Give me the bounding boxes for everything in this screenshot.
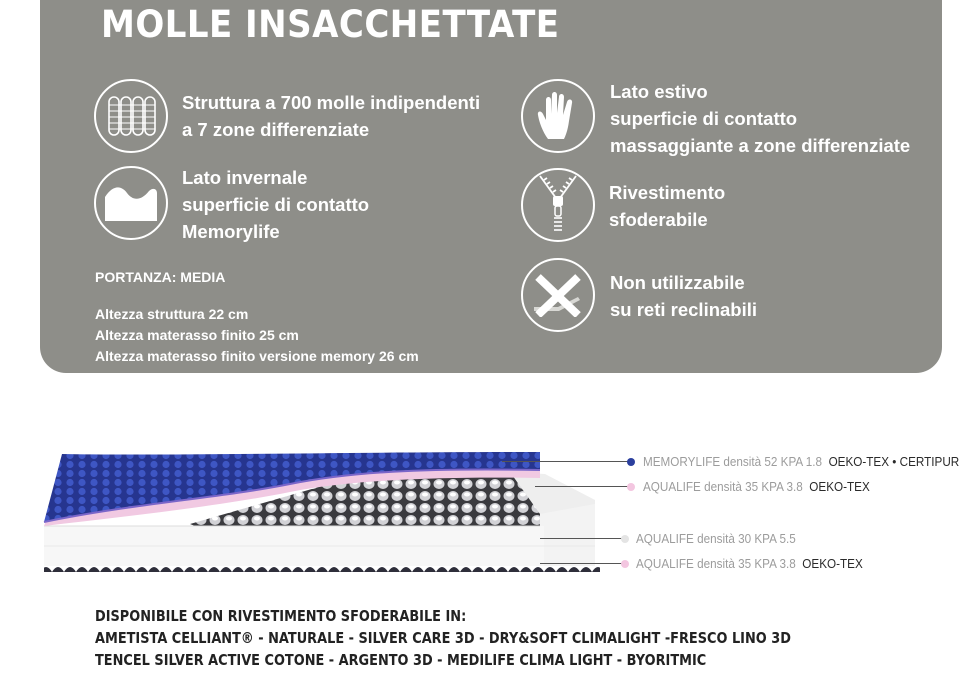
page-title: MOLLE INSACCHETTATE	[101, 3, 560, 46]
layer-dot-4	[621, 560, 629, 568]
feature-reclining-line1: Non utilizzabile	[610, 272, 745, 293]
springs-icon	[94, 79, 168, 153]
layer-cert: OEKO-TEX	[809, 479, 870, 494]
height-structure: Altezza struttura 22 cm	[95, 306, 249, 322]
layer-memorylife	[643, 454, 959, 469]
feature-cover-line1: Rivestimento	[609, 182, 726, 203]
height-finished: Altezza materasso finito 25 cm	[95, 327, 299, 343]
no-reclining-icon	[521, 258, 595, 332]
availability-list-1: AMETISTA CELLIANT® - NATURALE - SILVER CARE 3D - DRY&SOFT CLIMALIGHT -FRESCO LINO 3D	[95, 629, 791, 647]
memory-foam-icon	[94, 166, 168, 240]
leader-line-4	[540, 563, 622, 564]
layer-aqualife-bottom	[636, 556, 863, 571]
layer-aqualife-core	[636, 531, 796, 546]
layer-name: AQUALIFE densità 35 KPA 3.8	[643, 479, 803, 494]
availability-heading: DISPONIBILE CON RIVESTIMENTO SFODERABILE IN:	[95, 607, 467, 625]
height-memory: Altezza materasso finito versione memory 26 cm	[95, 348, 419, 364]
feature-winter-line1: Lato invernale	[182, 167, 308, 188]
feature-reclining-line2: su reti reclinabili	[610, 299, 758, 320]
layer-cert: OEKO-TEX • CERTIPUR	[828, 454, 960, 469]
layer-name: AQUALIFE densità 30 KPA 5.5	[636, 531, 796, 546]
layer-cert: OEKO-TEX	[802, 556, 863, 571]
layer-dot-3	[621, 535, 629, 543]
portanza-label: PORTANZA: MEDIA	[95, 269, 226, 285]
layer-name: AQUALIFE densità 35 KPA 3.8	[636, 556, 796, 571]
feature-springs-line1: Struttura a 700 molle indipendenti	[182, 92, 481, 113]
mattress-illustration	[40, 442, 610, 584]
leader-line-3	[540, 538, 622, 539]
leader-line-1	[502, 461, 630, 462]
layer-dot-1	[627, 458, 635, 466]
feature-winter-line2: superficie di contatto	[182, 194, 370, 215]
feature-summer-line1: Lato estivo	[610, 81, 708, 102]
layer-dot-2	[627, 483, 635, 491]
layer-aqualife-top	[643, 479, 870, 494]
feature-summer-line3: massaggiante a zone differenziate	[610, 135, 911, 156]
availability-list-2: TENCEL SILVER ACTIVE COTONE - ARGENTO 3D - MEDILIFE CLIMA LIGHT - BYORITMIC	[95, 651, 707, 669]
feature-summer-line2: superficie di contatto	[610, 108, 798, 129]
feature-winter-line3: Memorylife	[182, 221, 280, 242]
hand-icon	[521, 79, 595, 153]
layer-name: MEMORYLIFE densità 52 KPA 1.8	[643, 454, 823, 469]
zipper-icon	[521, 168, 595, 242]
feature-springs-line2: a 7 zone differenziate	[182, 119, 370, 140]
leader-line-2	[535, 486, 630, 487]
feature-cover-line2: sfoderabile	[609, 209, 708, 230]
